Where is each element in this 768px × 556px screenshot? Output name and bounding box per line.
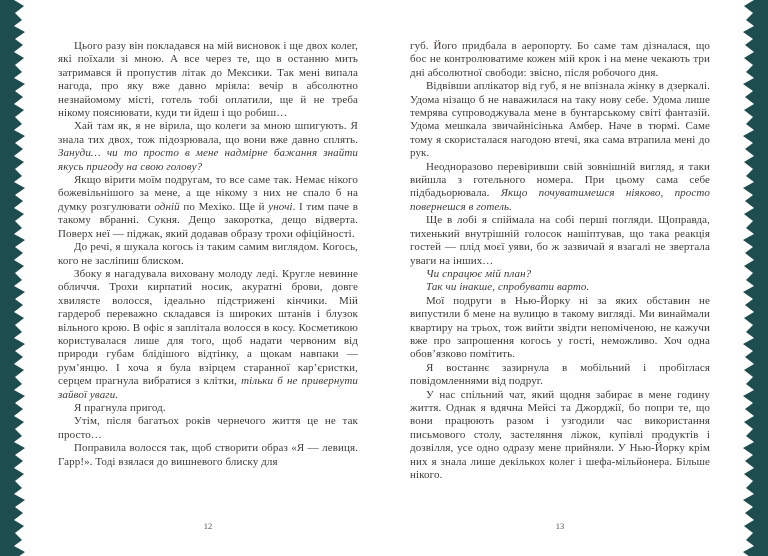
italic-text-run: Зануди… чи то просто в мене надмірне бажання знайти якусь пригоду на свою голову? — [58, 147, 358, 173]
text-run: Поправила волосся так, щоб створити образ «Я — левиця. Гарр!». Тоді взялася до вишневого блиску для — [58, 442, 358, 468]
paragraph — [410, 214, 710, 268]
paragraph — [58, 174, 358, 241]
paragraph — [58, 241, 358, 268]
deckle-edge-left-icon — [0, 0, 30, 556]
paragraph — [410, 80, 710, 160]
text-run: Утім, після багатьох років чернечого життя це не так просто… — [58, 415, 358, 441]
text-run: губ. Його придбала в аеропорту. Бо саме там дізналася, що бос не контролюватиме кожен мій крок і на мене чекають три дні абсолютної свободи: звісно, після робочого дня. — [410, 40, 710, 79]
text-run: Відвівши аплікатор від губ, я не впізнала жінку в дзеркалі. Удома нізащо б не наважилася на таку нову себе. Удома лише темрява супроводжувала мене в бунтарському світі фантазій. Удома мешкала звичайнісінька Амбер. Наче в тюрмі. Саме тому я скористалася нагодою втечі, яка сама втрапила мені до рук. — [410, 80, 710, 160]
italic-text-run: Так чи інакше, спробувати варто. — [426, 281, 590, 294]
italic-text-run: Якщо почуватимешся ніяково, просто повернешся в готель. — [410, 187, 710, 213]
text-run: Мої подруги в Нью-Йорку ні за яких обставин не випустили б мене на вулицю в такому вигляді. Ми винаймали квартиру на трьох, тож вийти звідти непоміченою, не кажучи вже про запрошення когось у гості, неможливо. Хоч одна обов’язково помітить. — [410, 294, 710, 361]
italic-text-run: одній — [154, 200, 180, 213]
paragraph — [58, 415, 358, 442]
text-run: . І тим паче в такому вбранні. Сукня. Дещо закоротка, дещо відверта. Поверх неї — піджак, який додавав образу трохи офіційності. — [58, 200, 359, 240]
paragraph — [410, 362, 710, 389]
text-run: Я прагнула пригод. — [74, 401, 166, 414]
text-run: Ще в лобі я спіймала на собі перші погляди. Щоправда, тихенький внутрішній голосок нашіптував, що така реакція гостей — плід моєї уяви, бо ж зазвичай я взагалі не звертала уваги на інших… — [410, 214, 710, 267]
paragraph — [58, 268, 358, 402]
right-page — [410, 0, 710, 556]
text-run: Якщо вірити моїм подругам, то все саме так. Немає нікого божевільнішого за мене, а ще нікому з них не спало б на думку розгулювати — [58, 174, 358, 213]
left-page-number: 12 — [203, 521, 213, 531]
text-run: по Мехіко. Ще й — [179, 200, 269, 213]
text-run: Цього разу він покладався на мій висновок і ще двох колег, які поїхали зі мною. А все через те, що в останню мить затримався й пропустив літак до Мексики. Так мені випала нагода, про яку вже давно мріяла: вечір в абсолютно незнайомому місті, готель тобі оплатили, ще й не треба нікому пояснювати, куди ти йдеш і що робиш… — [58, 40, 358, 120]
paragraph — [410, 295, 710, 362]
paragraph — [410, 40, 710, 80]
paragraph — [410, 161, 710, 215]
paragraph — [58, 402, 358, 415]
italic-text-run: тільки б не привернути зайвої уваги. — [58, 375, 358, 401]
text-run: У нас спільний чат, який щодня забирає в мене годину життя. Однак я вдячна Мейсі та Джорджії, бо попри те, що вони працюють разом і узгодили час використання письмового столу, застеляння ліжок, купівлі продуктів і дозвілля, усе одно одразу мене прийняли. У Нью-Йорку крім них я знала лише декількох колег і шефа-мільйонера. Більше нікого. — [410, 388, 710, 481]
text-run: Я востаннє зазирнула в мобільний і пробіглася повідомленнями від подруг. — [410, 361, 710, 388]
paragraph — [58, 40, 358, 120]
deckle-edge-right-icon — [738, 0, 768, 556]
paragraph — [410, 281, 710, 294]
paragraph — [58, 120, 358, 174]
right-page-text — [410, 0, 710, 482]
paragraph — [410, 389, 710, 483]
paragraph — [58, 442, 358, 469]
left-page-text — [58, 0, 358, 469]
right-page-number: 13 — [555, 521, 565, 531]
text-run: Хай там як, я не вірила, що колеги за мною шпигують. Я знала тих двох, тож підозрювала, що вони вже давно сплять. — [58, 120, 358, 146]
left-page — [58, 0, 358, 556]
text-run: Збоку я нагадувала виховану молоду леді. Кругле невинне обличчя. Трохи кирпатий носик, акуратні брови, довге хвилясте волосся, ідеально підстрижені кінчики. Мій гардероб переважно складався із широких штанів і блузок вільного крою. В офіс я заплітала волосся в косу. Косметикою користувалася лише для того, щоб надати червоним від природи губам блідішого відтінку, а щокам навпаки — рум’янцю. І хоча я була взірцем старанної кар’єристки, серцем прагнула вибратися з клітки, — [58, 267, 358, 388]
italic-text-run: уночі — [268, 200, 293, 213]
text-run: Неодноразово перевіривши свій зовнішній вигляд, я таки вийшла з готельного номера. При цьому сама себе підбадьорювала. — [410, 160, 710, 200]
italic-text-run: Чи спрацює мій план? — [426, 267, 532, 280]
text-run: До речі, я шукала когось із таким самим виглядом. Когось, кого не засліпиш блиском. — [58, 241, 358, 267]
paragraph — [410, 268, 710, 281]
